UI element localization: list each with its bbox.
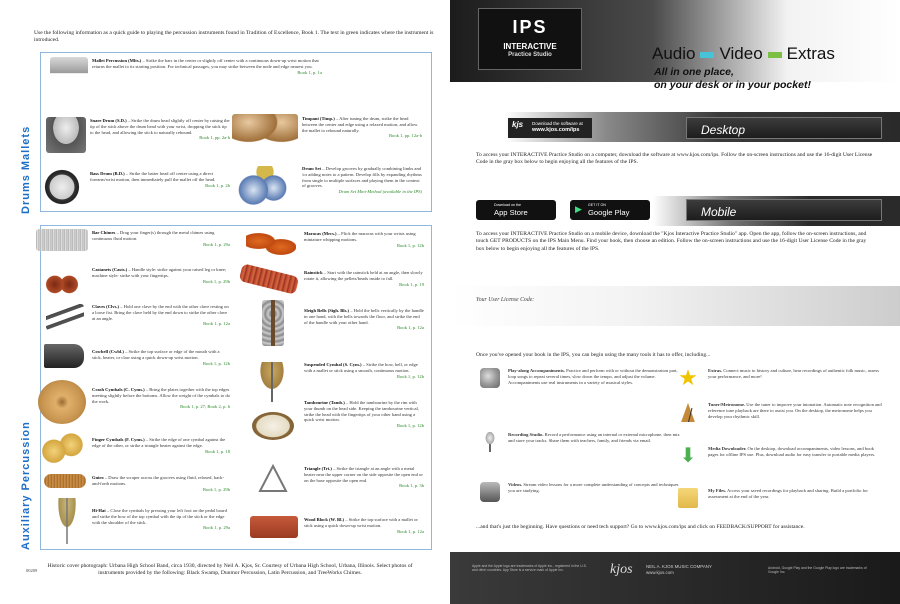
tab-desktop: Desktop: [686, 117, 882, 139]
entry-text: – Develop grooves by gradually combining limbs and /or adding notes to a pattern. Develop fills by expanding rhythms from single to multiple surfaces and playing them in the context of grooves.: [302, 166, 422, 189]
entry-ref: Book 1, p. 27; Book 2, p. 6: [180, 404, 230, 410]
section-label-drums-mallets: Drums Mallets: [20, 125, 32, 214]
license-code-label: Your User License Code:: [476, 297, 535, 303]
entry-bass-drum: [90, 171, 230, 188]
entry-ref: Book 1, p. 12b: [396, 242, 424, 248]
entry-ref: Book 1, pp. 2a-b: [199, 135, 230, 141]
download-line: Download the software at: [532, 121, 583, 126]
license-code-box: [450, 286, 900, 326]
google-play-label: Google Play: [588, 208, 630, 217]
closing-text: ...and that's just the beginning. Have questions or need tech support? Go to www.kjos.com/ips and click on FEEDBACK/SUPPORT for assistance.: [476, 524, 805, 530]
entry-castanets: [92, 267, 230, 284]
entry-text: – Strike the edge of one cymbal against the edge of the other, or strike a triangle beater against the edge.: [92, 437, 226, 448]
app-store-small: Download on the: [494, 203, 521, 207]
app-store-label: App Store: [494, 208, 528, 217]
download-box[interactable]: [508, 118, 592, 138]
headline-video: Video: [719, 44, 763, 63]
entry-name: Bass Drum (B.D.): [90, 171, 125, 176]
legal-google: Android, Google Play and the Google Play logo are trademarks of Google Inc.: [768, 566, 867, 575]
mallet-percussion-image: [50, 57, 88, 97]
footer-bar: [450, 552, 900, 604]
google-play-small: GET IT ON: [588, 203, 606, 207]
entry-name: Mallet Percussion (Mlts.): [92, 58, 142, 63]
headline-extras: Extras: [786, 44, 835, 63]
entry-name: Claves (Clvs.): [92, 304, 120, 309]
entry-finger-cymbals: [92, 437, 230, 454]
entry-drum-set: [302, 166, 422, 195]
feature-name: Play-along Accompaniments.: [508, 368, 565, 373]
feature-extras: [708, 368, 883, 380]
entry-text: – Hold the bells vertically by the handle in one hand, with the bells towards the floor, and strike the end of the handle with your other hand.: [304, 308, 424, 325]
entry-text: – Drag your finger(s) through the metal chimes using continuous fluid motion.: [92, 230, 215, 241]
castanets-image: [44, 262, 80, 294]
feature-text: On the desktop, download accompaniments, video lessons, and book pages for offline IPS use. Plus, download audio for easy transfer to portable media players.: [708, 446, 876, 457]
entry-ref: Book 1, p. 3b: [399, 483, 424, 489]
microphone-icon: [480, 432, 500, 452]
feature-name: Recording Studio.: [508, 432, 544, 437]
entry-name: Castanets (Casts.): [92, 267, 128, 272]
entry-ref: Book 1, p. 12a: [397, 325, 424, 331]
feature-name: Media Downloader.: [708, 446, 747, 451]
entry-name: Snare Drum (S.D.): [90, 118, 127, 123]
feature-videos: [508, 482, 683, 494]
wood-block-image: [250, 516, 298, 538]
video-camera-icon: [480, 482, 500, 502]
entry-ref: Drum Set Mini-Method (available in the IPS): [338, 189, 422, 195]
feature-my-files: [708, 488, 883, 500]
tagline-line2: on your desk or in your pocket!: [654, 79, 811, 91]
tagline: [654, 66, 811, 92]
entry-text: – Handle style: strike against your raised leg or knee; machine style: strike with your fingertips.: [92, 267, 227, 278]
feature-text: Use the tuner to improve your intonation. Automatic note recognition and reference tone playback are there to assist you. On the desktop, the metronome helps you develop your rhythmic skill.: [708, 402, 882, 419]
guiro-image: [44, 474, 86, 488]
feature-text: Practice and perform with or without the demonstration part, loop songs to repeat several times, slow down the tempo, and adjust the volume. Accompaniments use real instruments in a variety of musical styles.: [508, 368, 678, 385]
triangle-image: [258, 464, 288, 494]
logo-line2: Practice Studio: [508, 52, 552, 58]
crash-cymbals-image: [38, 380, 86, 424]
entry-mallet-percussion: [92, 58, 322, 75]
entry-name: Crash Cymbals (C. Cyms.): [92, 387, 145, 392]
entry-bar-chimes: [92, 230, 230, 247]
headline-separator: [768, 52, 782, 58]
entry-name: Maracas (Mrcs.): [304, 231, 337, 236]
kjos-logo: kjos: [610, 562, 633, 577]
headline-separator: [700, 52, 714, 58]
feature-recording-studio: [508, 432, 683, 444]
entry-ref: Book 1, p. 12a: [397, 528, 424, 534]
feature-name: My Files.: [708, 488, 727, 493]
entry-text: – Strike the triangle at an angle with a metal beater near the upper corner on the side opposite the open end or on the base opposite the open end.: [304, 466, 423, 483]
entry-ref: Book 1, pp. 12a-b: [388, 133, 422, 139]
section-label-auxiliary: Auxiliary Percussion: [20, 421, 32, 550]
bar-chimes-image: [36, 229, 88, 251]
accompaniment-icon: [480, 368, 500, 388]
entry-tambourine: [304, 400, 424, 429]
company-url[interactable]: www.kjos.com: [646, 570, 674, 575]
feature-accompaniments: [508, 368, 683, 385]
page-number: 00209: [26, 568, 38, 573]
download-url: www.kjos.com/ips: [532, 127, 580, 133]
claves-image: [46, 304, 84, 330]
bass-drum-image: [44, 166, 84, 208]
feature-name: Videos.: [508, 482, 523, 487]
hi-hat-image: [52, 498, 82, 544]
entry-name: Cowbell (Cwbl.): [92, 349, 124, 354]
entry-name: Rainstick: [304, 270, 323, 275]
sleigh-bells-image: [262, 300, 284, 346]
drum-set-image: [236, 166, 294, 206]
features-intro: Once you've opened your book in the IPS, you can begin using the many tools it has to offer, including...: [476, 352, 711, 358]
finger-cymbals-image: [40, 432, 86, 464]
entry-text: – Strike the drum head slightly off center by raising the tip of the stick above the drum head with your wrist, dropping the stick tip to the head, and allowing the stick to naturally rebound.: [90, 118, 230, 135]
cowbell-image: [44, 344, 84, 368]
entry-cowbell: [92, 349, 230, 366]
entry-guiro: [92, 475, 230, 492]
entry-ref: Book 1, p. 12b: [396, 423, 424, 429]
logo-line1: INTERACTIVE: [503, 42, 557, 51]
feature-text: Stream video lessons for a more complete understanding of concepts and techniques you are studying.: [508, 482, 679, 493]
tab-mobile: Mobile: [686, 199, 882, 221]
entry-sleigh-bells: [304, 308, 424, 331]
entry-text: – Strike the top surface with a mallet or stick using a quick down-up wrist motion.: [304, 517, 418, 528]
entry-name: Triangle (Tri.): [304, 466, 332, 471]
entry-text: – Strike the top surface or edge of the mouth with a stick, beater, or claw using a quick down-up wrist motion.: [92, 349, 220, 360]
entry-ref: Book 1, p. 1a: [297, 69, 322, 75]
headline: [652, 44, 835, 64]
tambourine-image: [252, 412, 294, 440]
feature-tuner-metronome: [708, 402, 883, 419]
play-icon: ▶: [575, 204, 582, 214]
company-block: [646, 564, 712, 576]
entry-timpani: [302, 116, 422, 139]
desktop-instructions: To access your INTERACTIVE Practice Studio on a computer, download the software at www.kjos.com/ips. Follow the on-screen instructions and use the 16-digit User License Code in the gray box below to begin enjoying all the features of the IPS.: [476, 152, 873, 166]
star-icon: ★: [678, 365, 698, 390]
feature-name: Tuner/Metronome.: [708, 402, 746, 407]
company-name: NEIL A. KJOS MUSIC COMPANY: [646, 564, 712, 569]
entry-name: Finger Cymbals (F. Cyms.): [92, 437, 145, 442]
entry-text: – Strike the batter head off center using a direct forearm/wrist motion, then immediately pull the mallet off the head.: [90, 171, 216, 182]
entry-text: – Start with the rainstick held at an angle, then slowly rotate it, allowing the pellets/beads inside to fall.: [304, 270, 423, 281]
legal-apple: Apple and the Apple logo are trademarks of Apple Inc., registered in the U.S. and other countries. App Store is a service mark of Apple Inc.: [472, 564, 587, 573]
entry-ref: Book 1, p. 12a: [203, 321, 230, 327]
feature-text: Connect music to history and culture, hear recordings of authentic folk music, assess your performance, and more!: [708, 368, 879, 379]
photo-credits: Historic cover photograph: Urbana High School Band, circa 1930, directed by Neil A. Kjos, Sr. Courtesy of Urbana High School, Urbana, Illinois. Select photos of instruments provided by the following: Black Swamp, Dunmor Percussion, Latin Percussion, and TreeWorks Chimes.: [47, 563, 413, 576]
google-play-button[interactable]: [570, 200, 650, 220]
entry-ref: Book 1, p. 29b: [202, 278, 230, 284]
entry-text: – Close the cymbals by pressing your left foot on the pedal board and strike the bow of the top cymbal with the tip of the stick or the edge with the shoulder of the stick.: [92, 508, 227, 525]
entry-ref: Book 1, p. 18: [205, 448, 230, 454]
folder-icon: [678, 488, 698, 508]
entry-ref: Book 1, p. 12b: [396, 373, 424, 379]
headline-audio: Audio: [652, 44, 696, 63]
entry-ref: Book 1, p. 12b: [202, 360, 230, 366]
kjs-logo-icon: kjs: [512, 120, 524, 129]
entry-triangle: [304, 466, 424, 489]
entry-text: – Draw the scraper across the grooves using fluid, relaxed, back-and-forth motions.: [92, 475, 224, 486]
tagline-line1: All in one place,: [654, 66, 734, 78]
app-store-button[interactable]: [476, 200, 556, 220]
ips-logo: [478, 8, 582, 70]
entry-text: – Bring the plates together with the top edges meeting slightly before the bottoms. Allow the weight of the cymbals to do the work.: [92, 387, 230, 404]
entry-name: Hi-Hat: [92, 508, 106, 513]
entry-name: Timpani (Timp.): [302, 116, 335, 121]
entry-name: Drum Set: [302, 166, 322, 171]
entry-name: Guiro: [92, 475, 104, 480]
feature-text: Record a performance using an internal or external microphone, then mix and store your tracks. Share them with teachers, family, and friends via email.: [508, 432, 680, 443]
entry-ref: Book 1, p. 29a: [203, 525, 230, 531]
entry-wood-block: [304, 517, 424, 534]
entry-text: – Hold one clave by the end with the other clave resting on a loose fist. Bring the clave held by the end down to strike the other clave at an angle.: [92, 304, 229, 321]
metronome-icon: [678, 402, 698, 422]
feature-name: Extras.: [708, 368, 723, 373]
entry-ref: Book 1, p. 19: [399, 281, 424, 287]
entry-ref: Book 1, p. 29b: [202, 486, 230, 492]
right-page: [450, 0, 900, 604]
entry-name: Wood Block (W. Bl.): [304, 517, 345, 522]
feature-media-downloader: [708, 446, 883, 458]
download-arrow-icon: ⬇: [679, 445, 697, 467]
snare-drum-image: [46, 117, 86, 153]
entry-name: Tambourine (Tamb.): [304, 400, 345, 405]
intro-text: Use the following information as a quick guide to playing the percussion instruments found in Tradition of Excellence, Book 1. The text in green indicates where the instrument is introduced.: [34, 30, 434, 43]
suspended-cymbal-image: [252, 362, 292, 402]
entry-hi-hat: [92, 508, 230, 531]
entry-name: Bar Chimes: [92, 230, 116, 235]
mobile-instructions: To access your INTERACTIVE Practice Studio on a mobile device, download the "Kjos Interactive Practice Studio" app. Open the app, follow the on-screen instructions, and touch GET PRODUCTS on the IPS Main Menu. Find your book, then choose an edition. Follow the on-screen instructions and use the 16-digit User License Code in the gray box below to begin enjoying all the features of the IPS.: [476, 231, 867, 252]
feature-text: Access your saved recordings for playback and sharing. Build a portfolio for assessment at the end of the year.: [708, 488, 868, 499]
entry-snare-drum: [90, 118, 230, 141]
entry-rainstick: [304, 270, 424, 287]
entry-maracas: [304, 231, 424, 248]
entry-text: – Flick the maracas with your wrists using miniature whipping motions.: [304, 231, 416, 242]
entry-suspended-cymbal: [304, 362, 424, 379]
timpani-image: [232, 114, 298, 156]
entry-text: – Strike the bow, bell, or edge with a mallet or stick using a smooth, continuous motion.: [304, 362, 418, 373]
logo-ips: IPS: [512, 17, 548, 37]
entry-ref: Book 1, p. 29a: [203, 241, 230, 247]
maracas-image: [246, 229, 296, 259]
entry-text: – Strike the bars in the center or slightly off center with a continuous down-up wrist motion that returns the mallet to its starting position. For technical passages, you may strike between the node and edge nearest you.: [92, 58, 319, 69]
entry-name: Sleigh Bells (Sigh. Bls.): [304, 308, 350, 313]
entry-text: – Hold the tambourine by the rim with your thumb on the head side. Keeping the tambourine vertical, strike the head with the fingertips of your other hand using a quick wrist motion.: [304, 400, 419, 423]
entry-crash-cymbals: [92, 387, 230, 410]
entry-claves: [92, 304, 230, 327]
entry-text: – After tuning the drum, strike the head between the center and edge using a relaxed motion, and allow the mallet to rebound naturally.: [302, 116, 418, 133]
entry-ref: Book 1, p. 2b: [205, 182, 230, 188]
entry-name: Suspended Cymbal (S. Cym.): [304, 362, 362, 367]
